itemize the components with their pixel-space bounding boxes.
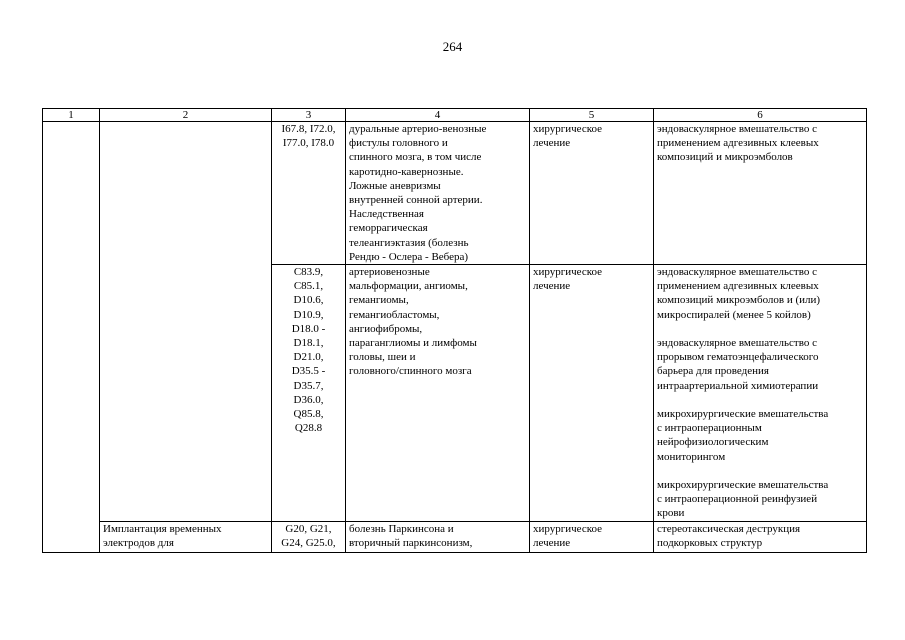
cell-procedure-name — [100, 521, 272, 552]
treatment-method-line: подкорковых структур — [657, 536, 763, 549]
column-header-5: 5 — [530, 109, 654, 122]
diagnosis-line: фистулы головного и — [349, 137, 448, 150]
treatment-method-line: микрохирургические вмешательства — [657, 408, 829, 421]
treatment-type-line: лечение — [533, 536, 571, 549]
cell-col1 — [43, 122, 100, 553]
table-header-row — [43, 109, 867, 122]
diagnosis-line: головного/спинного мозга — [349, 365, 472, 378]
icd-code-line: G20, G21, — [285, 522, 332, 535]
cell-diagnosis — [346, 265, 530, 522]
cell-treatment-type — [530, 265, 654, 522]
treatment-method-line: применением адгезивных клеевых — [657, 280, 819, 293]
cell-diagnosis — [346, 521, 530, 552]
icd-code-line: D18.0 - — [291, 322, 326, 335]
diagnosis-line: гемангиомы, — [349, 294, 409, 307]
diagnosis-line: спинного мозга, в том числе — [349, 151, 482, 164]
cell-procedure-name — [100, 122, 272, 522]
table-row — [43, 122, 867, 265]
column-header-1: 1 — [43, 109, 100, 122]
diagnosis-line: геморрагическая — [349, 222, 428, 235]
cell-treatment-method — [654, 265, 867, 522]
treatment-method-line: прорывом гематоэнцефалического — [657, 351, 819, 364]
diagnosis-line: ангиофибромы, — [349, 322, 423, 335]
treatment-method-line: эндоваскулярное вмешательство с — [657, 337, 817, 350]
column-header-2: 2 — [100, 109, 272, 122]
icd-code-line: C83.9, — [293, 266, 324, 279]
icd-code-line: C85.1, — [293, 280, 324, 293]
treatment-method-line: мониторингом — [657, 450, 726, 463]
cell-icd-codes — [272, 265, 346, 522]
diagnosis-line: Рендю - Ослера - Вебера) — [349, 250, 469, 263]
icd-code-line: Q28.8 — [294, 422, 323, 435]
diagnosis-line: дуральные артерио-венозные — [349, 123, 487, 135]
treatment-type-line: хирургическое — [533, 522, 603, 535]
diagnosis-line: телеангиэктазия (болезнь — [349, 236, 469, 249]
treatment-method-line: эндоваскулярное вмешательство с — [657, 266, 817, 279]
icd-code-line: D10.6, — [293, 294, 324, 307]
procedure-name-line: электродов для — [103, 536, 174, 549]
page-number: 264 — [442, 39, 463, 54]
diagnosis-line: внутренней сонной артерии. — [349, 194, 483, 207]
icd-code-line: D35.5 - — [291, 365, 326, 378]
treatment-method-line: композиций и микроэмболов — [657, 151, 793, 164]
treatment-method-line: стереотаксическая деструкция — [657, 522, 801, 535]
cell-treatment-type — [530, 521, 654, 552]
diagnosis-line: артериовенозные — [349, 266, 430, 279]
treatment-method-line: с интраоперационным — [657, 422, 762, 435]
icd-code-line: I77.0, I78.0 — [282, 137, 335, 150]
diagnosis-line: Ложные аневризмы — [349, 179, 441, 192]
treatment-method-line: интраартериальной химиотерапии — [657, 379, 819, 392]
diagnosis-line: Наследственная — [349, 208, 424, 221]
treatment-method-line: микрохирургические вмешательства — [657, 479, 829, 492]
icd-code-line: Q85.8, — [293, 408, 324, 421]
treatment-type-line: лечение — [533, 280, 571, 293]
diagnosis-line: параганглиомы и лимфомы — [349, 337, 477, 350]
diagnosis-line: вторичный паркинсонизм, — [349, 536, 473, 549]
table-body — [43, 122, 867, 553]
cell-treatment-method — [654, 122, 867, 265]
diagnosis-line: болезнь Паркинсона и — [349, 522, 454, 535]
icd-code-line: D10.9, — [293, 308, 324, 321]
table-row — [43, 521, 867, 552]
cell-icd-codes — [272, 521, 346, 552]
paragraph-gap — [657, 464, 863, 478]
treatment-method-line: с интраоперационной реинфузией — [657, 493, 818, 506]
icd-code-line: I67.8, I72.0, — [281, 123, 336, 135]
cell-diagnosis — [346, 122, 530, 265]
procedure-name-line: Имплантация временных — [103, 522, 222, 535]
diagnosis-line: каротидно-кавернозные. — [349, 165, 464, 178]
icd-code-line: D36.0, — [293, 393, 324, 406]
paragraph-gap — [657, 393, 863, 407]
treatment-type-line: хирургическое — [533, 123, 603, 135]
cell-treatment-type — [530, 122, 654, 265]
diagnosis-line: гемангиобластомы, — [349, 308, 440, 321]
icd-code-line: D18.1, — [293, 337, 324, 350]
medical-care-table — [42, 108, 867, 553]
treatment-method-line: барьера для проведения — [657, 365, 769, 378]
cell-treatment-method — [654, 521, 867, 552]
treatment-method-line: крови — [657, 507, 685, 520]
column-header-4: 4 — [346, 109, 530, 122]
icd-code-line: D21.0, — [293, 351, 324, 364]
icd-code-line: D35.7, — [293, 379, 324, 392]
treatment-method-line: композиций микроэмболов и (или) — [657, 294, 821, 307]
icd-code-line: G24, G25.0, — [281, 536, 336, 549]
treatment-method-line: микроспиралей (менее 5 койлов) — [657, 308, 811, 321]
treatment-type-line: лечение — [533, 137, 571, 150]
treatment-method-line: применением адгезивных клеевых — [657, 137, 819, 150]
treatment-method-line: эндоваскулярное вмешательство с — [657, 123, 817, 135]
column-header-6: 6 — [654, 109, 867, 122]
cell-icd-codes — [272, 122, 346, 265]
column-header-3: 3 — [272, 109, 346, 122]
paragraph-gap — [657, 322, 863, 336]
diagnosis-line: головы, шеи и — [349, 351, 416, 364]
treatment-type-line: хирургическое — [533, 266, 603, 279]
treatment-method-line: нейрофизиологическим — [657, 436, 769, 449]
diagnosis-line: мальформации, ангиомы, — [349, 280, 468, 293]
